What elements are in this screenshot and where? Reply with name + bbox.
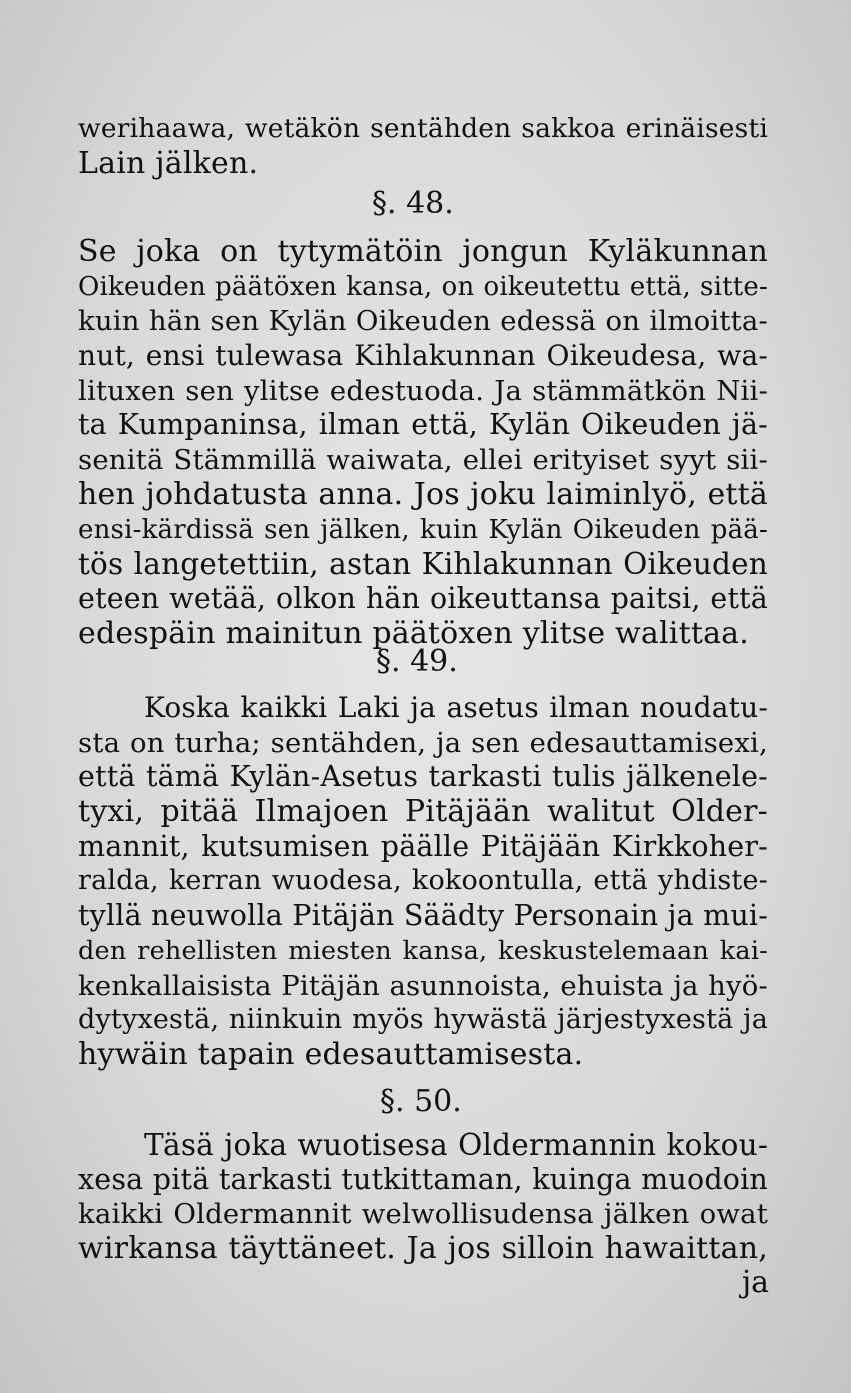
text-line: eteen wetää, olkon hän oikeuttansa paitsi, että: [78, 581, 768, 615]
text-line: kenkallaisista Pitäjän asunnoista, ehuista ja hyö-: [78, 969, 768, 1002]
text-line: werihaawa, wetäkön sentähden sakkoa erinäisesti: [78, 113, 768, 144]
text-line: dytyxestä, niinkuin myös hywästä järjestyxestä ja: [78, 1004, 768, 1036]
text-line: että tämä Kylän-Asetus tarkasti tulis jälkenele-: [78, 760, 768, 794]
section-49-paragraph: [78, 691, 768, 1073]
section-50-paragraph: [78, 1128, 768, 1267]
text-line: sta on turha; sentähden, ja sen edesauttamisexi,: [78, 726, 768, 759]
text-line: nut, ensi tulewasa Kihlakunnan Oikeudesa, wa-: [78, 339, 768, 373]
catchword: ja: [741, 1265, 769, 1300]
section-48-paragraph: [78, 235, 768, 651]
section-heading-50: §. 50.: [380, 1084, 462, 1119]
text-line: Oikeuden päätöxen kansa, on oikeutettu että, sitte-: [78, 271, 768, 302]
text-line: Se joka on tytymätöin jongun Kyläkunnan: [78, 234, 768, 269]
text-line: tyllä neuwolla Pitäjän Säädty Personain ja mui-: [78, 899, 769, 933]
text-line: kuin hän sen Kylän Oikeuden edessä on ilmoitta-: [78, 305, 768, 338]
text-line: kaikki Oldermannit welwollisudensa jälken owat: [78, 1198, 768, 1231]
text-line: tyxi, pitää Ilmajoen Pitäjään walitut Older-: [78, 794, 768, 830]
text-line: Täsä joka wuotisesa Oldermannin kokou-: [144, 1128, 768, 1162]
text-line: hywäin tapain edesauttamisesta.: [78, 1036, 584, 1072]
text-line: ralda, kerran wuodesa, kokoontulla, että yhdiste-: [78, 865, 768, 897]
text-line: hen johdatusta anna. Jos joku laiminlyö, että: [78, 476, 768, 512]
text-line: Koska kaikki Laki ja asetus ilman noudatu-: [144, 691, 768, 724]
text-line: tös langetettiin, astan Kihlakunnan Oikeuden: [78, 547, 768, 582]
text-line: lituxen sen ylitse edestuoda. Ja stämmätkön Nii-: [78, 374, 768, 407]
text-line: ta Kumpaninsa, ilman että, Kylän Oikeuden jä-: [78, 408, 768, 442]
section-heading-49: §. 49.: [376, 644, 458, 679]
section-heading-48: §. 48.: [372, 186, 454, 221]
intro-paragraph: [78, 112, 768, 181]
text-line: edespäin mainitun päätöxen ylitse walittaa.: [78, 615, 750, 651]
text-line: xesa pitä tarkasti tutkittaman, kuinga muodoin: [78, 1162, 768, 1196]
text-line: den rehellisten miesten kansa, keskustelemaan kai-: [78, 935, 768, 966]
text-line: mannit, kutsumisen päälle Pitäjään Kirkkoher-: [78, 829, 768, 863]
text-line: ensi-kärdissä sen jälken, kuin Kylän Oikeuden pää-: [78, 514, 768, 545]
text-line: Lain jälken.: [78, 145, 259, 181]
text-line: wirkansa täyttäneet. Ja jos silloin hawaittan,: [78, 1231, 768, 1267]
text-line: senitä Stämmillä waiwata, ellei erityiset syyt sii-: [78, 444, 768, 477]
